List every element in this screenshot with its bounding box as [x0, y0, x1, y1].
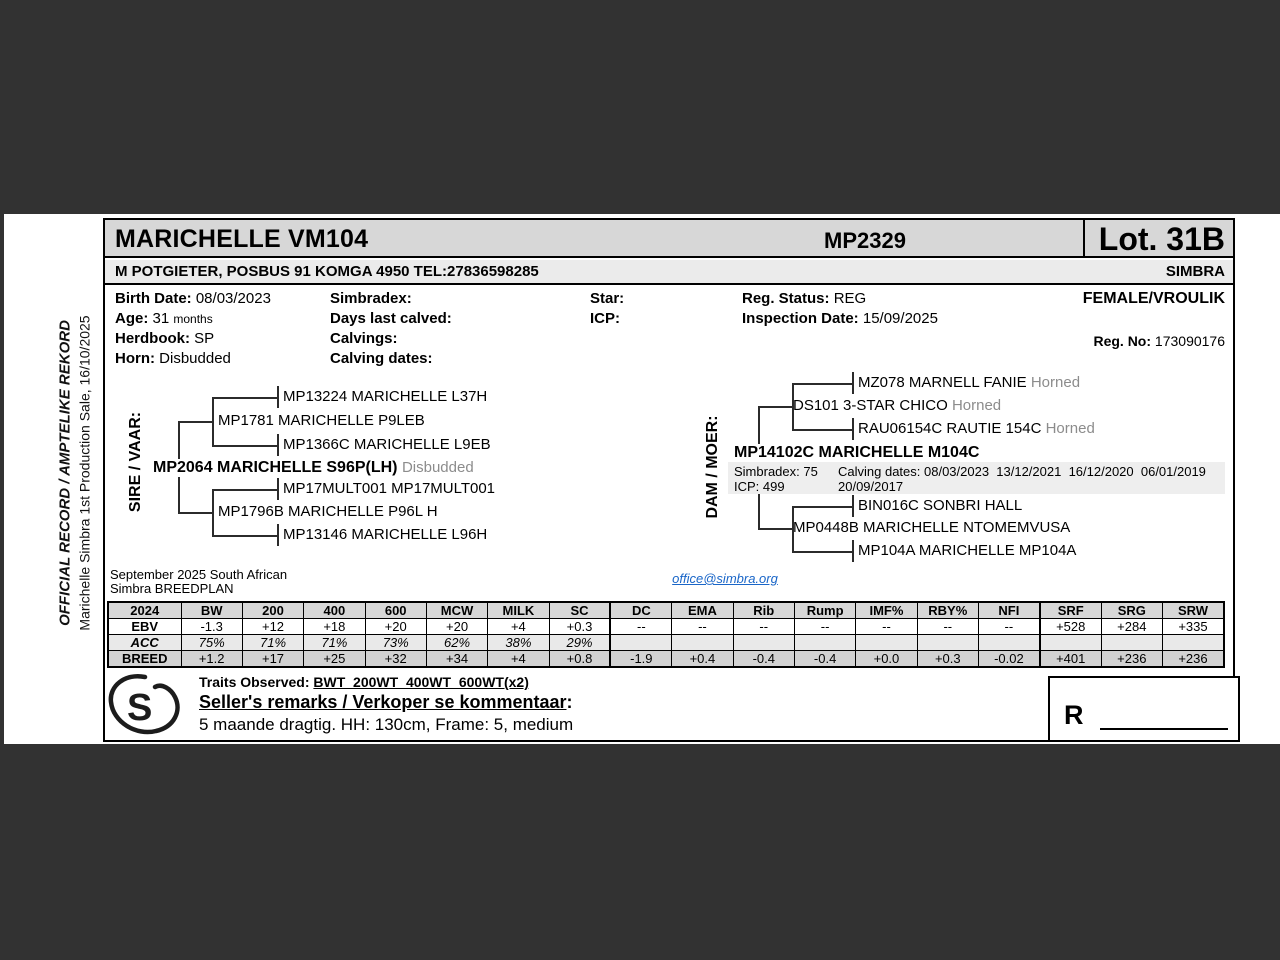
- ebv-col-header: NFI: [978, 602, 1039, 619]
- breedplan-caption-line2: Simbra BREEDPLAN: [110, 581, 234, 596]
- breedplan-caption: [110, 568, 287, 596]
- animal-name: MARICHELLE VM104: [115, 225, 369, 253]
- ebv-col-header: EMA: [672, 602, 733, 619]
- pedigree-line: [212, 445, 277, 447]
- pedigree-tick: [852, 372, 854, 394]
- dam-name: MP14102C MARICHELLE M104C: [734, 444, 982, 462]
- lot-number: Lot. 31B: [1098, 221, 1225, 257]
- ebv-col-header: DC: [610, 602, 671, 619]
- pedigree-line: [178, 512, 212, 514]
- ebv-cell: +20: [426, 619, 487, 635]
- days-last-calved-label: Days last calved:: [330, 310, 452, 327]
- traits-observed: [199, 674, 529, 690]
- ebv-col-header: Rump: [794, 602, 855, 619]
- ebv-cell: [1040, 635, 1101, 651]
- ebv-cell: 62%: [426, 635, 487, 651]
- ebv-cell: [978, 635, 1039, 651]
- age-field: [115, 310, 213, 328]
- horn-field: [115, 350, 231, 368]
- dam-grandsire-name: MZ078 MARNELL FANIE: [858, 374, 1027, 391]
- dam-sire-name: DS101 3-STAR CHICO: [793, 397, 948, 414]
- ebv-cell: [856, 635, 917, 651]
- pedigree-tick: [277, 524, 279, 546]
- pedigree-line: [212, 489, 277, 491]
- ebv-cell: -0.4: [733, 651, 794, 668]
- ebv-cell: +0.3: [917, 651, 978, 668]
- ebv-cell: --: [794, 619, 855, 635]
- ebv-cell: +1.2: [181, 651, 242, 668]
- pedigree-line: [212, 397, 277, 399]
- birth-date-value: 08/03/2023: [195, 290, 271, 307]
- ebv-row-breed: [108, 651, 1224, 668]
- ebv-cell: --: [610, 619, 671, 635]
- age-label: Age:: [115, 310, 153, 327]
- dam-dam: MP0448B MARICHELLE NTOMEMVUSA: [793, 519, 1071, 536]
- price-blank-line: [1100, 708, 1228, 730]
- email-link[interactable]: office@simbra.org: [672, 571, 778, 586]
- price-box: [1048, 676, 1240, 742]
- title-bar: [105, 220, 1233, 258]
- pedigree-line: [758, 406, 792, 408]
- pedigree-line: [792, 506, 852, 508]
- pedigree-line: [758, 528, 792, 530]
- pedigree-tick: [852, 540, 854, 562]
- ebv-cell: +236: [1101, 651, 1162, 668]
- ebv-cell: --: [672, 619, 733, 635]
- ebv-cell: +528: [1040, 619, 1101, 635]
- ebv-cell: --: [733, 619, 794, 635]
- age-unit: months: [173, 312, 213, 326]
- breed-name: SIMBRA: [1165, 263, 1225, 280]
- ebv-cell: +12: [242, 619, 303, 635]
- ebv-cell: +4: [488, 651, 549, 668]
- ebv-cell: +284: [1101, 619, 1162, 635]
- pedigree-line: [792, 429, 852, 431]
- birth-date-label: Birth Date:: [115, 290, 196, 307]
- dam-calving-dates: Calving dates: 08/03/2023 13/12/2021 16/12/2020 06/01/2019: [838, 464, 1206, 479]
- dam-sire: [793, 397, 1001, 415]
- ebv-cell: --: [917, 619, 978, 635]
- owner-contact: M POTGIETER, POSBUS 91 KOMGA 4950 TEL:27836598285: [115, 263, 539, 280]
- horn-label: Horn:: [115, 350, 160, 367]
- owner-bar: [105, 260, 1233, 285]
- pedigree-line: [212, 397, 214, 447]
- sire-dam-sire: MP17MULT001 MP17MULT001: [283, 480, 496, 497]
- traits-observed-values: BWT 200WT 400WT 600WT(x2): [313, 674, 529, 690]
- reg-status-value: REG: [833, 290, 867, 307]
- seller-remarks-text: 5 maande dragtig. HH: 130cm, Frame: 5, medium: [199, 715, 574, 734]
- calving-dates-label: Calving dates:: [330, 350, 433, 367]
- dam-granddam-horn-note: Horned: [1045, 420, 1095, 437]
- ebv-cell: -0.4: [794, 651, 855, 668]
- ebv-cell: +0.0: [856, 651, 917, 668]
- ebv-cell: +18: [304, 619, 365, 635]
- dam-dam-dam: MP104A MARICHELLE MP104A: [858, 542, 1077, 559]
- pedigree-line: [212, 535, 277, 537]
- ebv-col-header: SRF: [1040, 602, 1101, 619]
- ebv-col-header: BW: [181, 602, 242, 619]
- ebv-cell: +34: [426, 651, 487, 668]
- ebv-cell: [794, 635, 855, 651]
- ebv-col-header: MILK: [488, 602, 549, 619]
- pedigree-tick: [277, 434, 279, 456]
- pedigree-tick: [852, 418, 854, 440]
- ebv-row-ebv: [108, 619, 1224, 635]
- ebv-col-header: 400: [304, 602, 365, 619]
- document-page: [4, 214, 1280, 744]
- sex-label: FEMALE/VROULIK: [1082, 290, 1225, 307]
- ebv-cell: +0.3: [549, 619, 610, 635]
- seller-remarks-heading-text: Seller's remarks / Verkoper se kommentaar: [199, 692, 567, 712]
- ebv-row-label: EBV: [108, 619, 181, 635]
- reg-status-label: Reg. Status:: [742, 290, 834, 307]
- sire-dam: MP1796B MARICHELLE P96L H: [218, 503, 438, 520]
- ebv-col-header: 600: [365, 602, 426, 619]
- herdbook-label: Herdbook:: [115, 330, 195, 347]
- ebv-col-header: RBY%: [917, 602, 978, 619]
- herdbook-value: SP: [194, 330, 215, 347]
- dam-icp: ICP: 499: [734, 479, 785, 494]
- ebv-row-acc: [108, 635, 1224, 651]
- ebv-cell: --: [978, 619, 1039, 635]
- ebv-cell: 75%: [181, 635, 242, 651]
- ebv-cell: +32: [365, 651, 426, 668]
- pedigree-line: [792, 551, 852, 553]
- reg-no-field: [1093, 332, 1225, 350]
- ebv-cell: [672, 635, 733, 651]
- ebv-cell: -0.02: [978, 651, 1039, 668]
- star-label: Star:: [590, 290, 625, 307]
- ebv-cell: +20: [365, 619, 426, 635]
- icp-label: ICP:: [590, 310, 620, 327]
- inspection-date-field: [742, 310, 938, 328]
- animal-reg-code: MP2329: [824, 228, 906, 253]
- ebv-header-row: [108, 602, 1224, 619]
- ebv-cell: 73%: [365, 635, 426, 651]
- sale-name-label: Marichelle Simbra 1st Production Sale, 16/10/2025: [76, 315, 93, 631]
- ebv-cell: 71%: [304, 635, 365, 651]
- ebv-cell: -1.3: [181, 619, 242, 635]
- ebv-col-header: 2024: [108, 602, 181, 619]
- ebv-cell: +25: [304, 651, 365, 668]
- ebv-cell: -1.9: [610, 651, 671, 668]
- ebv-cell: +0.8: [549, 651, 610, 668]
- dam-axis-label-text: DAM / MOER:: [704, 415, 721, 519]
- age-value: 31: [152, 310, 174, 327]
- ebv-col-header: MCW: [426, 602, 487, 619]
- ebv-col-header: 200: [242, 602, 303, 619]
- price-currency: R: [1064, 700, 1084, 730]
- breedplan-caption-line1: September 2025 South African: [110, 567, 288, 582]
- ebv-cell: [1163, 635, 1225, 651]
- ebv-cell: [917, 635, 978, 651]
- pedigree-tick: [852, 495, 854, 517]
- sire-name: [153, 459, 477, 477]
- sire-granddam: MP1366C MARICHELLE L9EB: [283, 436, 491, 453]
- reg-status-field: [742, 290, 866, 308]
- sire-dam-dam: MP13146 MARICHELLE L96H: [283, 526, 488, 543]
- dam-granddam-name: RAU06154C RAUTIE 154C: [858, 420, 1042, 437]
- dam-grandsire-horn-note: Horned: [1030, 374, 1081, 391]
- reg-no-label: Reg. No:: [1093, 333, 1155, 349]
- pedigree-tick: [277, 478, 279, 500]
- herdbook-field: [115, 330, 214, 348]
- ebv-row-label: BREED: [108, 651, 181, 668]
- ebv-cell: +4: [488, 619, 549, 635]
- inspection-date-label: Inspection Date:: [742, 310, 863, 327]
- ebv-cell: [610, 635, 671, 651]
- dam-simbradex: Simbradex: 75: [734, 464, 818, 479]
- ebv-row-label: ACC: [108, 635, 181, 651]
- simbra-s-logo: [105, 670, 193, 742]
- ebv-cell: [1101, 635, 1162, 651]
- record-card: [103, 218, 1235, 742]
- pedigree-line: [212, 489, 214, 537]
- ebv-col-header: SRW: [1163, 602, 1225, 619]
- sire-name-text: MP2064 MARICHELLE S96P(LH): [153, 459, 398, 476]
- simbradex-label: Simbradex:: [330, 290, 412, 307]
- pedigree-line: [178, 421, 212, 423]
- sire-axis-label-text: SIRE / VAAR:: [127, 411, 144, 513]
- dam-grandsire: [858, 374, 1080, 392]
- dam-granddam: [858, 420, 1095, 438]
- title-divider: [1083, 220, 1085, 256]
- ebv-cell: 29%: [549, 635, 610, 651]
- birth-date-field: [115, 290, 271, 308]
- ebv-col-header: IMF%: [856, 602, 917, 619]
- seller-remarks-heading: [199, 692, 573, 713]
- reg-no-value: 173090176: [1154, 333, 1225, 349]
- pedigree-line: [792, 383, 852, 385]
- seller-remarks-colon: :: [566, 692, 573, 712]
- traits-observed-label: Traits Observed:: [199, 674, 314, 690]
- ebv-col-header: SC: [549, 602, 610, 619]
- dam-sire-horn-note: Horned: [951, 397, 1002, 414]
- sire-grandsire: MP13224 MARICHELLE L37H: [283, 388, 488, 405]
- ebv-col-header: Rib: [733, 602, 794, 619]
- ebv-cell: +401: [1040, 651, 1101, 668]
- inspection-date-value: 15/09/2025: [862, 310, 938, 327]
- ebv-cell: --: [856, 619, 917, 635]
- ebv-cell: 38%: [488, 635, 549, 651]
- ebv-cell: 71%: [242, 635, 303, 651]
- official-record-label: OFFICIAL RECORD / AMPTELIKE REKORD: [56, 320, 74, 626]
- s-logo-letter: S: [127, 687, 153, 729]
- sire-sire: MP1781 MARICHELLE P9LEB: [218, 412, 425, 429]
- calvings-label: Calvings:: [330, 330, 398, 347]
- dam-calving-dates-2: 20/09/2017: [838, 479, 904, 494]
- dam-dam-sire: BIN016C SONBRI HALL: [858, 497, 1023, 514]
- dam-info-box: [728, 462, 1225, 494]
- ebv-col-header: SRG: [1101, 602, 1162, 619]
- ebv-cell: +236: [1163, 651, 1225, 668]
- ebv-table: [107, 601, 1225, 668]
- sire-horn-note: Disbudded: [401, 459, 474, 476]
- horn-value: Disbudded: [159, 350, 231, 367]
- ebv-cell: [733, 635, 794, 651]
- ebv-cell: +0.4: [672, 651, 733, 668]
- ebv-cell: +335: [1163, 619, 1225, 635]
- pedigree-tick: [277, 386, 279, 408]
- ebv-cell: +17: [242, 651, 303, 668]
